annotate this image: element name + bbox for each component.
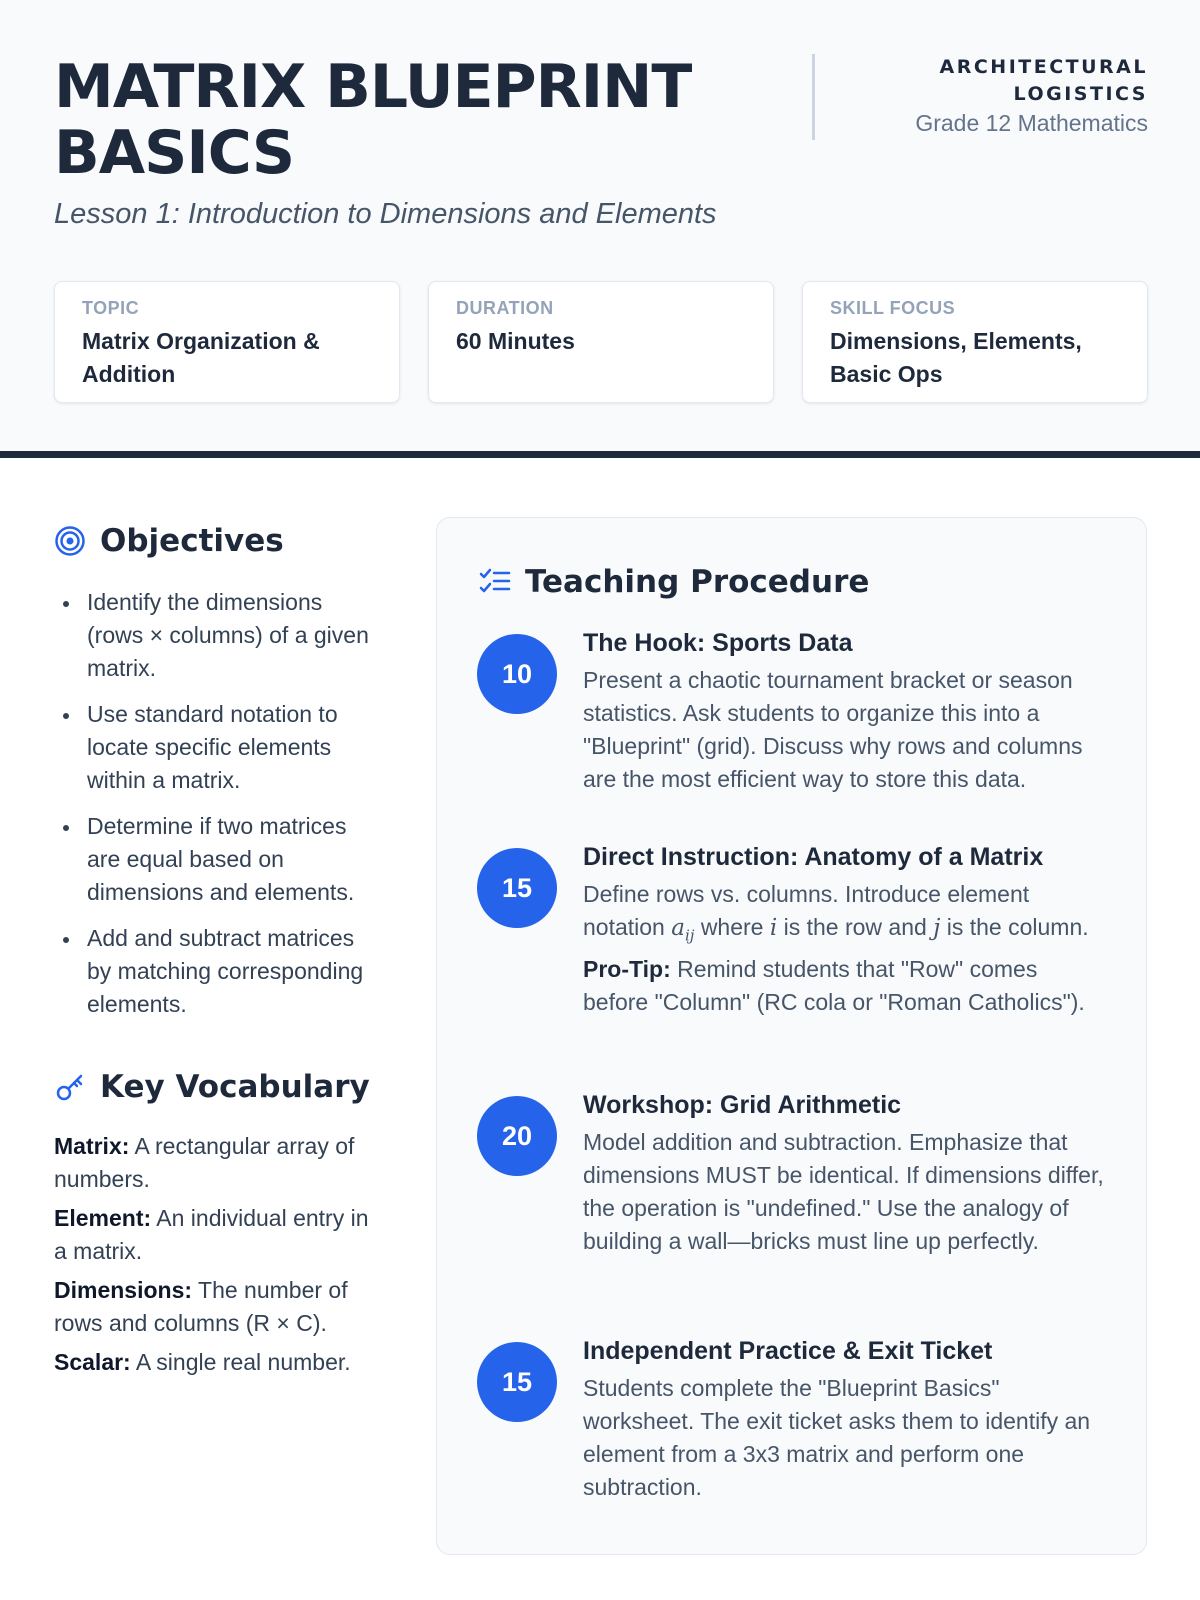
section-title: Teaching Procedure	[525, 564, 870, 600]
description-text: Define rows vs. columns. Introduce element notation	[583, 881, 1030, 940]
vocabulary-list	[54, 1130, 384, 1385]
step-title: Workshop: Grid Arithmetic	[583, 1091, 902, 1119]
description-text: is the row and	[783, 914, 927, 940]
target-icon	[54, 525, 86, 557]
department-label: ARCHITECTURAL LOGISTICS	[939, 56, 1148, 105]
lesson-subtitle: Lesson 1: Introduction to Dimensions and Elements	[54, 198, 717, 230]
info-card-skill-focus	[802, 281, 1148, 403]
step-description: Students complete the "Blueprint Basics" worksheet. The exit ticket asks them to identify an element from a 3x3 matrix and perform one subtraction.	[583, 1375, 1091, 1500]
info-card-label: SKILL FOCUS	[830, 298, 956, 318]
minutes-badge: 10	[477, 634, 557, 714]
procedure-heading	[479, 564, 869, 600]
info-card-value: Dimensions, Elements, Basic Ops	[830, 328, 1082, 387]
description-text: is the column.	[946, 914, 1089, 940]
minutes-badge: 15	[477, 1342, 557, 1422]
vocab-definition: The number of rows and columns (R × C).	[54, 1277, 348, 1336]
step-body	[583, 626, 1108, 796]
teaching-procedure-panel	[436, 517, 1147, 1555]
info-card-label: TOPIC	[82, 298, 140, 318]
info-card-duration	[428, 281, 774, 403]
vocab-term: Scalar:	[54, 1349, 131, 1375]
minutes-badge: 20	[477, 1096, 557, 1176]
section-title: Objectives	[100, 523, 284, 559]
math-subscript: ij	[684, 926, 695, 945]
pro-tip-text: Remind students that "Row" comes before "Column" (RC cola or "Roman Catholics").	[583, 955, 1085, 1015]
step-title: Direct Instruction: Anatomy of a Matrix	[583, 843, 1044, 871]
vocab-item	[54, 1202, 384, 1268]
vocab-item	[54, 1346, 384, 1379]
vocab-term: Matrix:	[54, 1133, 130, 1159]
vocab-term: Element:	[54, 1205, 152, 1231]
step-body	[583, 1088, 1108, 1258]
list-item: Add and subtract matrices by matching corresponding elements.	[54, 922, 384, 1021]
objectives-list	[54, 586, 384, 1034]
description-text: where	[700, 914, 764, 940]
lesson-header	[0, 0, 1200, 458]
key-icon	[54, 1071, 86, 1103]
list-item: Identify the dimensions (rows × columns) of a given matrix.	[54, 586, 384, 685]
vocab-item	[54, 1274, 384, 1340]
math-variable: a	[671, 915, 685, 941]
step-title: The Hook: Sports Data	[583, 629, 853, 657]
minutes-badge: 15	[477, 848, 557, 928]
vocab-term: Dimensions:	[54, 1277, 193, 1303]
info-card-value: Matrix Organization & Addition	[82, 328, 320, 387]
math-variable: i	[769, 915, 778, 941]
vocab-item	[54, 1130, 384, 1196]
vocabulary-heading	[54, 1069, 370, 1105]
info-card-topic	[54, 281, 400, 403]
vocab-definition: An individual entry in a matrix.	[54, 1205, 369, 1264]
pro-tip-label: Pro-Tip:	[583, 955, 671, 982]
list-item: Determine if two matrices are equal based on dimensions and elements.	[54, 810, 384, 909]
objectives-heading	[54, 523, 284, 559]
list-item: Use standard notation to locate specific elements within a matrix.	[54, 698, 384, 797]
step-body	[583, 840, 1108, 1019]
step-body	[583, 1334, 1108, 1504]
info-card-label: DURATION	[456, 298, 554, 318]
step-description: Model addition and subtraction. Emphasize that dimensions MUST be identical. If dimensions differ, the operation is "undefined." Use the analogy of building a wall—bricks must line up perfectly.	[583, 1129, 1104, 1254]
page-title: MATRIX BLUEPRINT BASICS	[54, 52, 692, 188]
step-description	[583, 878, 1108, 1019]
vocab-definition: A rectangular array of numbers.	[54, 1133, 355, 1192]
grade-label: Grade 12 Mathematics	[915, 110, 1148, 136]
header-divider	[812, 54, 815, 140]
vocab-definition: A single real number.	[135, 1349, 351, 1375]
section-title: Key Vocabulary	[100, 1069, 370, 1105]
checklist-icon	[479, 566, 511, 598]
step-title: Independent Practice & Exit Ticket	[583, 1337, 993, 1365]
info-card-value: 60 Minutes	[456, 328, 575, 354]
step-description: Present a chaotic tournament bracket or season statistics. Ask students to organize this into a "Blueprint" (grid). Discuss why rows and columns are the most efficient way to store this data.	[583, 667, 1083, 792]
math-variable: j	[933, 915, 941, 941]
